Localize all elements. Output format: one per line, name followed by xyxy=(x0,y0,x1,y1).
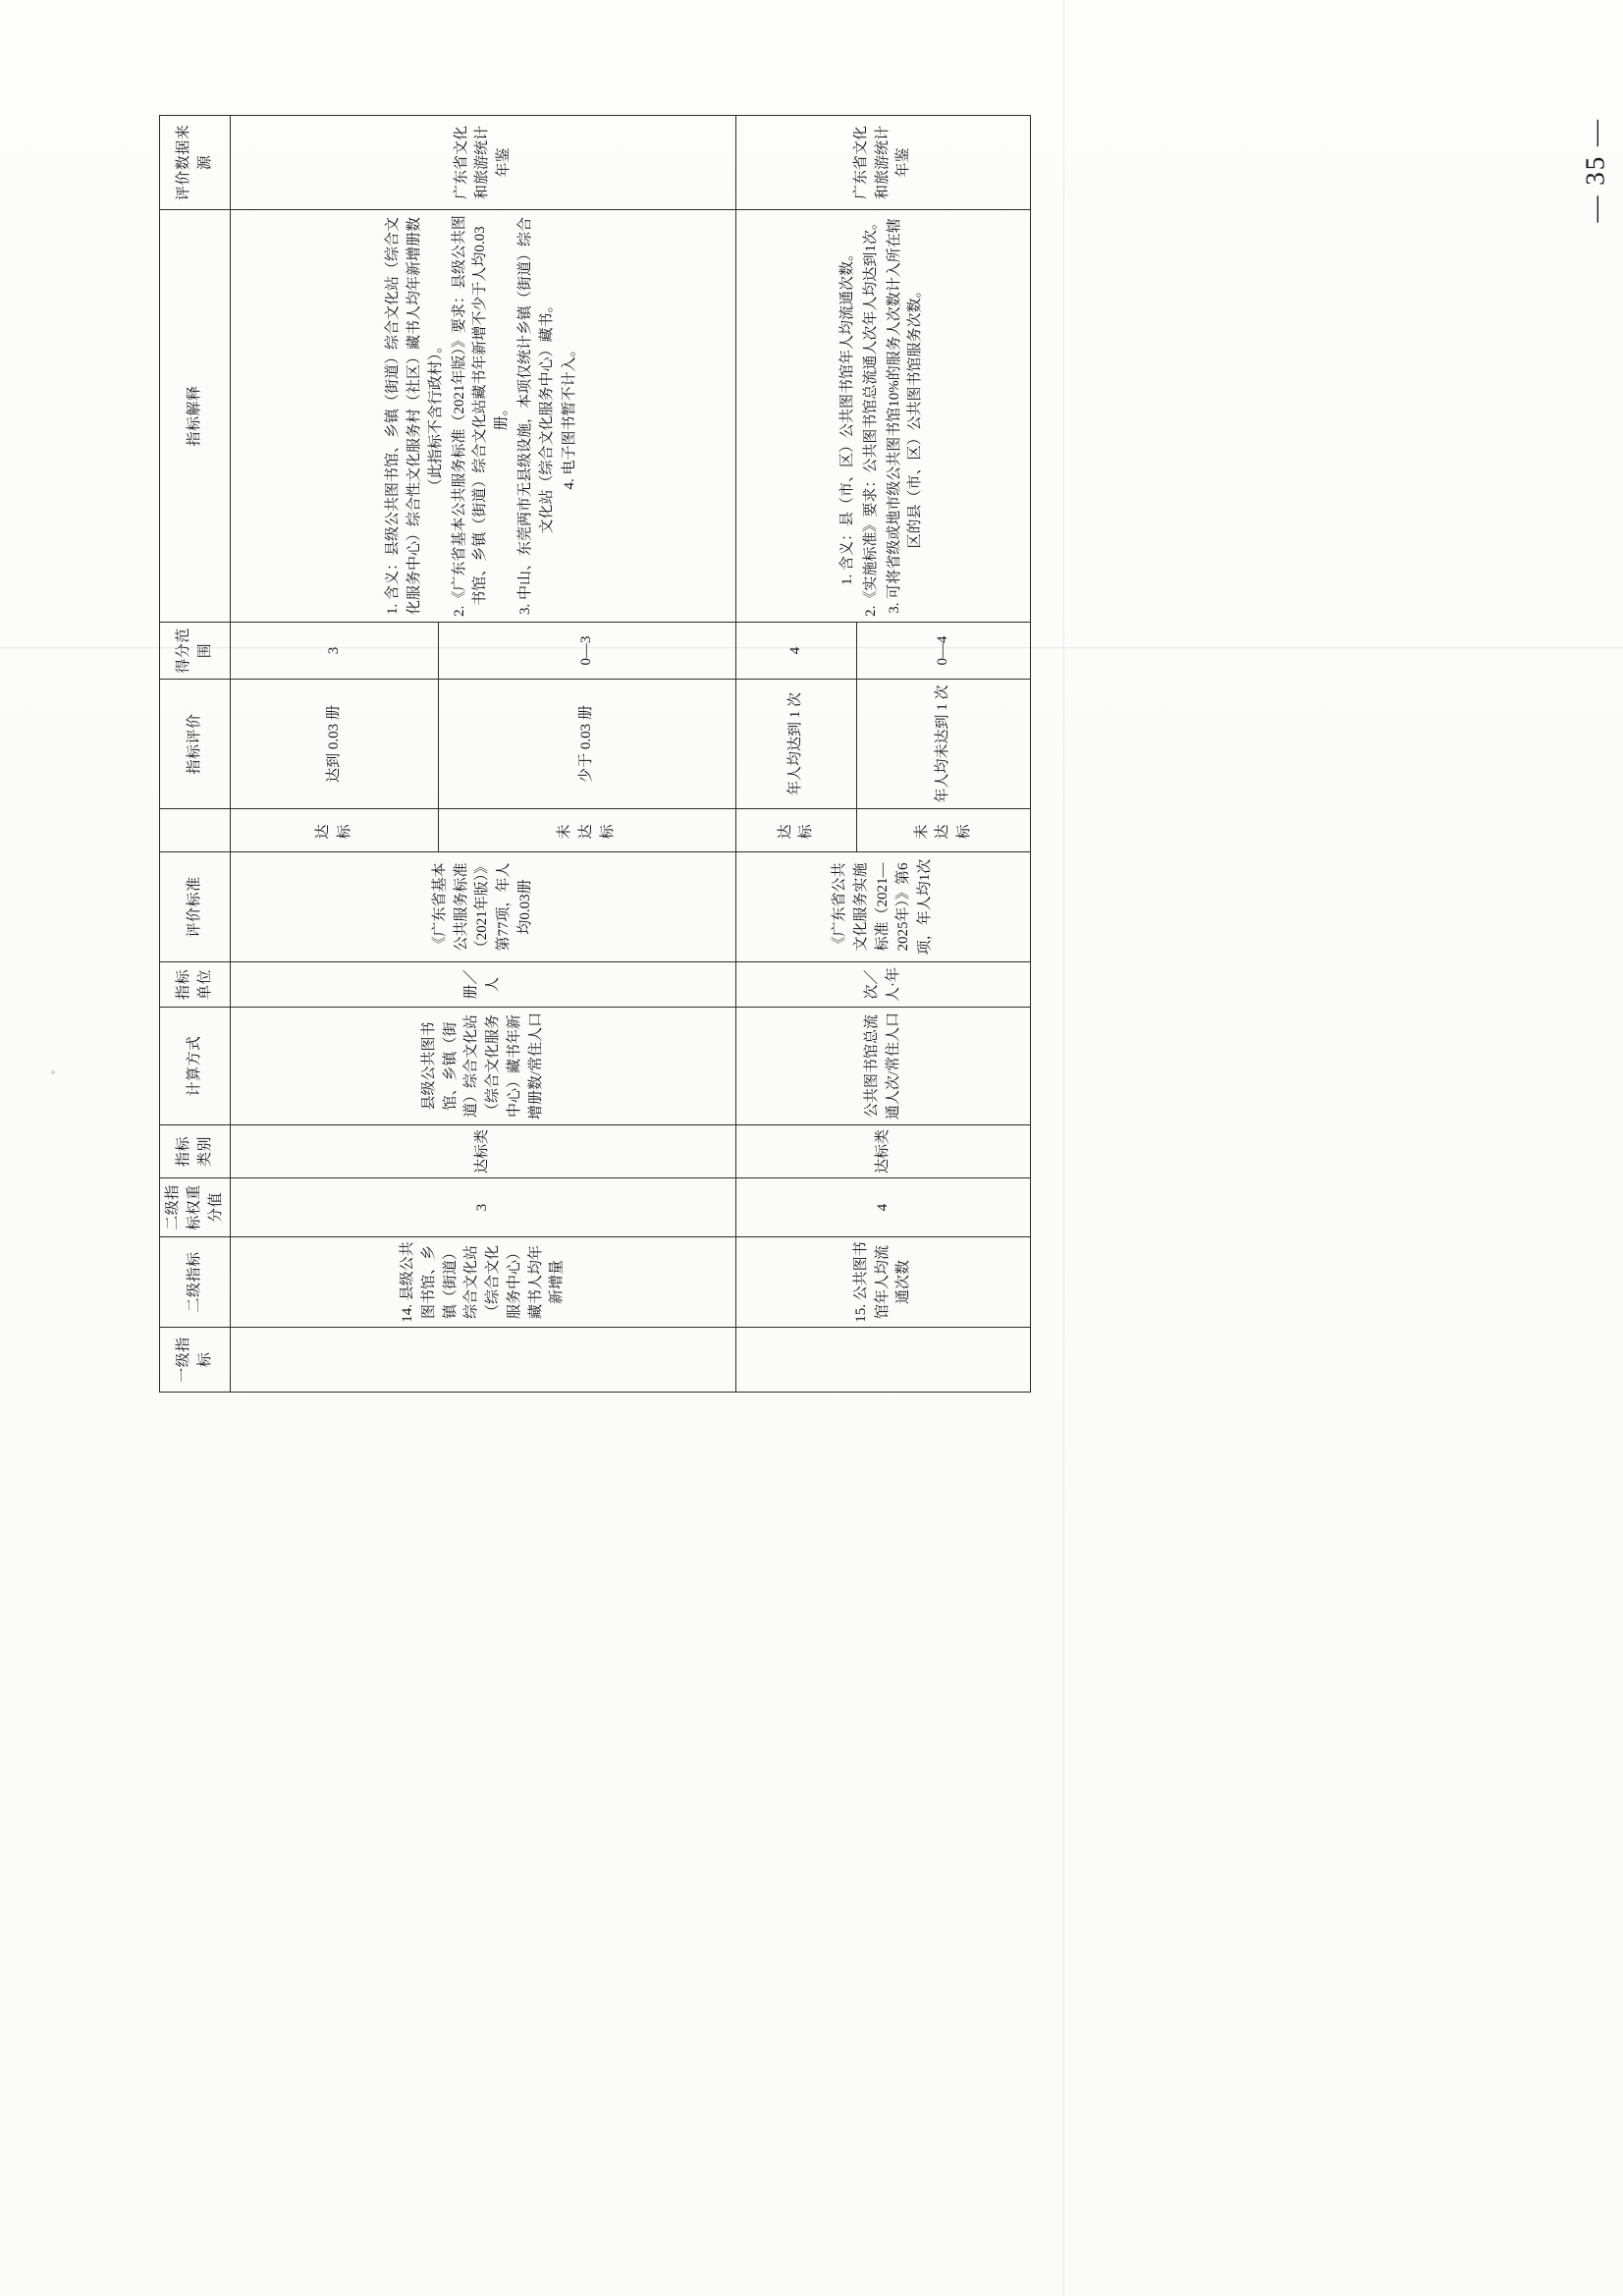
cell-secondary-indicator: 15. 公共图书馆年人均流通次数 xyxy=(736,1237,1031,1328)
header-data-source: 评价数据来源 xyxy=(160,116,231,210)
cell-calculation: 县级公共图书馆、乡镇（街道）综合文化站（综合文化服务中心）藏书年新增册数/常住人口 xyxy=(231,1008,736,1125)
header-weight: 二级指标权重分值 xyxy=(160,1178,231,1237)
cell-evaluation-pass: 年人均达到 1 次 xyxy=(736,680,857,809)
cell-mark-pass: 达标 xyxy=(736,809,857,852)
cell-explanation xyxy=(736,210,1031,623)
cell-category: 达标类 xyxy=(736,1125,1031,1178)
header-evaluation: 指标评价 xyxy=(160,680,231,809)
header-category: 指标类别 xyxy=(160,1125,231,1178)
cell-score-range-pass: 3 xyxy=(231,623,439,680)
explanation-line: 1. 含义：县级公共图书馆、乡镇（街道）综合文化站（综合文化服务中心）综合性文化服务村（社区）藏书人均年新增册数（此指标不含行政村）。 xyxy=(385,217,444,616)
cell-score-range-pass: 4 xyxy=(736,623,857,680)
cell-score-range-fail: 0—4 xyxy=(857,623,1031,680)
cell-explanation xyxy=(231,210,736,623)
scan-speck xyxy=(51,1070,55,1074)
cell-evaluation-fail: 少于 0.03 册 xyxy=(439,680,736,809)
table-header-row xyxy=(160,116,231,1393)
cell-score-range-fail: 0—3 xyxy=(439,623,736,680)
cell-data-source: 广东省文化和旅游统计年鉴 xyxy=(231,116,736,210)
cell-criteria: 《广东省公共文化服务实施标准（2021—2025年）》第6项，年人均1次 xyxy=(736,852,1031,962)
cell-evaluation-fail: 年人均未达到 1 次 xyxy=(857,680,1031,809)
header-secondary-indicator: 二级指标 xyxy=(160,1237,231,1328)
cell-weight: 3 xyxy=(231,1178,736,1237)
header-mark xyxy=(160,809,231,852)
header-score-range: 得分范围 xyxy=(160,623,231,680)
explanation-line: 2.《广东省基本公共服务标准（2021年版）》要求：县级公共图书馆、乡镇（街道）综合文化站藏书年新增不少于人均0.03册。 xyxy=(451,215,511,617)
header-unit: 指标单位 xyxy=(160,962,231,1008)
explanation-line: 1. 含义：县（市、区）公共图书馆年人均流通次数。 xyxy=(839,246,856,586)
cell-category: 达标类 xyxy=(231,1125,736,1178)
cell-mark-fail: 未达标 xyxy=(857,809,1031,852)
cell-evaluation-pass: 达到 0.03 册 xyxy=(231,680,439,809)
cell-primary-indicator xyxy=(231,1328,736,1393)
header-criteria: 评价标准 xyxy=(160,852,231,962)
table-row xyxy=(736,116,857,1393)
cell-unit: 册／人 xyxy=(231,962,736,1008)
cell-mark-fail: 未达标 xyxy=(439,809,736,852)
rotated-table-area xyxy=(159,116,1031,1393)
table-body xyxy=(231,116,1031,1393)
header-primary-indicator: 一级指标 xyxy=(160,1328,231,1393)
table-row xyxy=(231,116,439,1393)
explanation-line: 4. 电子图书暂不计入。 xyxy=(562,342,578,490)
cell-calculation: 公共图书馆总流通人次/常住人口 xyxy=(736,1008,1031,1125)
scan-crease-vertical xyxy=(1063,0,1064,2296)
cell-secondary-indicator: 14. 县级公共图书馆、乡镇（街道）综合文化站（综合文化服务中心）藏书人均年新增量 xyxy=(231,1237,736,1328)
cell-data-source: 广东省文化和旅游统计年鉴 xyxy=(736,116,1031,210)
cell-weight: 4 xyxy=(736,1178,1031,1237)
header-explanation: 指标解释 xyxy=(160,210,231,623)
cell-mark-pass: 达标 xyxy=(231,809,439,852)
cell-primary-indicator xyxy=(736,1328,1031,1393)
indicator-table xyxy=(159,115,1031,1393)
cell-unit: 次／人·年 xyxy=(736,962,1031,1008)
explanation-line: 3. 可将省级或地市级公共图书馆10%的服务人次数计入所在辖区的县（市、区）公共图书馆服务次数。 xyxy=(886,218,924,614)
explanation-line: 2.《实施标准》要求：公共图书馆总流通人次年人均达到1次。 xyxy=(862,215,879,617)
page-number: — 35 — xyxy=(1580,118,1609,223)
explanation-line: 3. 中山、东莞两市无县级设施，本项仅统计乡镇（街道）综合文化站（综合文化服务中心）藏书。 xyxy=(516,217,555,616)
cell-criteria: 《广东省基本公共服务标准（2021年版）》第77项，年人均0.03册 xyxy=(231,852,736,962)
header-calculation: 计算方式 xyxy=(160,1008,231,1125)
